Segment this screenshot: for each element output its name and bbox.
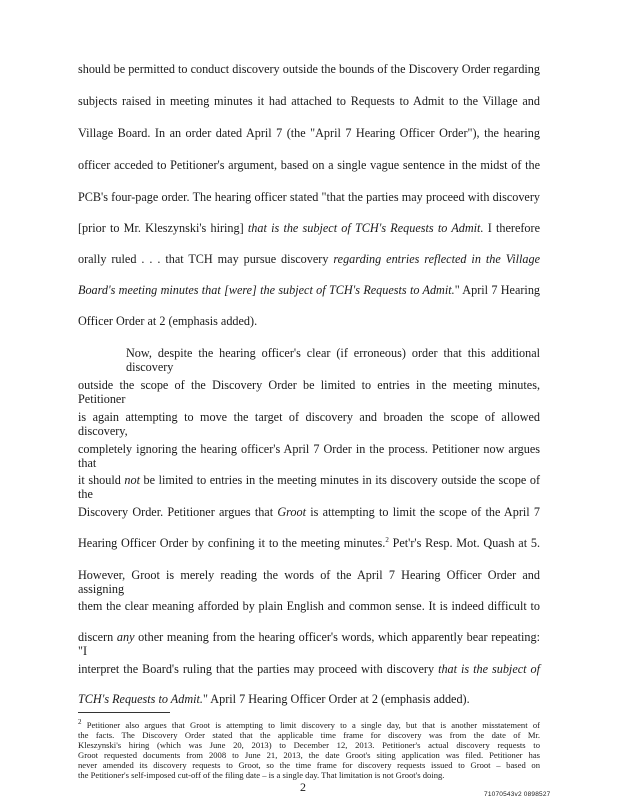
italic-text: Board's meeting minutes that [were] the subject of TCH's Requests to Admit.	[78, 283, 455, 297]
body-line	[78, 536, 540, 550]
body-line: Officer Order at 2 (emphasis added).	[78, 314, 258, 328]
text-run: Petitioner also argues that Groot is attempting to limit discovery to a single day, but that is another misstatement of	[81, 720, 540, 730]
body-line	[78, 252, 540, 266]
text-run: " April 7 Hearing	[454, 283, 541, 297]
footnote-line	[78, 720, 540, 730]
body-line	[78, 473, 540, 501]
text-run: Pet'r's Resp. Mot. Quash at 5.	[388, 536, 540, 550]
italic-text: Groot	[277, 505, 307, 519]
body-line: However, Groot is merely reading the words of the April 7 Hearing Officer Order and assigning	[78, 568, 540, 596]
footnote-line: Groot requested documents from 2008 to June 21, 2013, the date Groot's siting application was filed. Petitioner has	[78, 750, 540, 760]
body-line: is again attempting to move the target of discovery and broaden the scope of allowed discovery,	[78, 410, 540, 438]
text-run: it should	[78, 473, 125, 487]
italic-text: not	[124, 473, 140, 487]
body-line: outside the scope of the Discovery Order be limited to entries in the meeting minutes, Petitioner	[78, 378, 540, 406]
italic-text: that is the subject of TCH's Requests to Admit.	[247, 221, 484, 235]
body-line: them the clear meaning afforded by plain English and common sense. It is indeed difficult to	[78, 599, 540, 613]
text-run: is attempting to limit the scope of the April 7	[306, 505, 540, 519]
body-line	[78, 221, 540, 235]
text-run: interpret the Board's ruling that the parties may proceed with discovery	[78, 662, 439, 676]
footnote-separator	[78, 712, 170, 713]
text-run: Discovery Order. Petitioner argues that	[78, 505, 278, 519]
body-line	[78, 505, 540, 519]
page-number: 2	[300, 780, 306, 794]
footnote-line: the Petitioner's self-imposed cut-off of the filing date – is a single day. That limitation is not Groot's doing.	[78, 770, 445, 780]
body-line	[78, 630, 540, 658]
body-line: completely ignoring the hearing officer's April 7 Order in the process. Petitioner now argues that	[78, 442, 540, 470]
body-line: Village Board. In an order dated April 7 (the "April 7 Hearing Officer Order"), the hearing	[78, 126, 540, 140]
body-line	[78, 692, 470, 706]
text-run: " April 7 Hearing Officer Order at 2 (emphasis added).	[202, 692, 470, 706]
footnote-marker: 2	[78, 718, 82, 727]
text-run: discern	[78, 630, 117, 644]
text-run: Hearing Officer Order by confining it to the meeting minutes.	[78, 536, 386, 550]
text-run: [prior to Mr. Kleszynski's hiring]	[78, 221, 248, 235]
footnote-line: the facts. The Discovery Order stated that the applicable time frame for discovery was from the date of Mr.	[78, 730, 540, 740]
body-line	[78, 662, 540, 676]
body-line: officer acceded to Petitioner's argument, based on a single vague sentence in the midst of the	[78, 158, 540, 172]
text-run: other meaning from the hearing officer's words, which apparently bear repeating: "I	[78, 630, 540, 658]
italic-text: any	[116, 630, 135, 644]
paragraph-indent-line: Now, despite the hearing officer's clear (if erroneous) order that this additional discovery	[126, 346, 540, 374]
text-run: orally ruled . . . that TCH may pursue discovery	[78, 252, 334, 266]
italic-text: regarding entries reflected in the Village	[333, 252, 540, 266]
footnote-reference[interactable]: 2	[385, 535, 389, 544]
body-line: should be permitted to conduct discovery outside the bounds of the Discovery Order regarding	[78, 62, 540, 76]
document-id: 71070543v2 0898527	[484, 791, 551, 798]
italic-text: that is the subject of	[438, 662, 540, 676]
footnote-line: Kleszynski's hiring (which was June 20, 2013) to December 12, 2013. Petitioner's actual discovery requests to	[78, 740, 540, 750]
body-line	[78, 283, 540, 297]
text-run: be limited to entries in the meeting minutes in its discovery outside the scope of the	[78, 473, 540, 501]
text-run: I therefore	[483, 221, 540, 235]
body-line: subjects raised in meeting minutes it had attached to Requests to Admit to the Village and	[78, 94, 540, 108]
footnote-line: never amended its discovery requests to Groot, so the time frame for discovery requests issued to Groot – based on	[78, 760, 540, 770]
body-line: PCB's four-page order. The hearing officer stated "that the parties may proceed with discovery	[78, 190, 540, 204]
italic-text: TCH's Requests to Admit.	[78, 692, 203, 706]
